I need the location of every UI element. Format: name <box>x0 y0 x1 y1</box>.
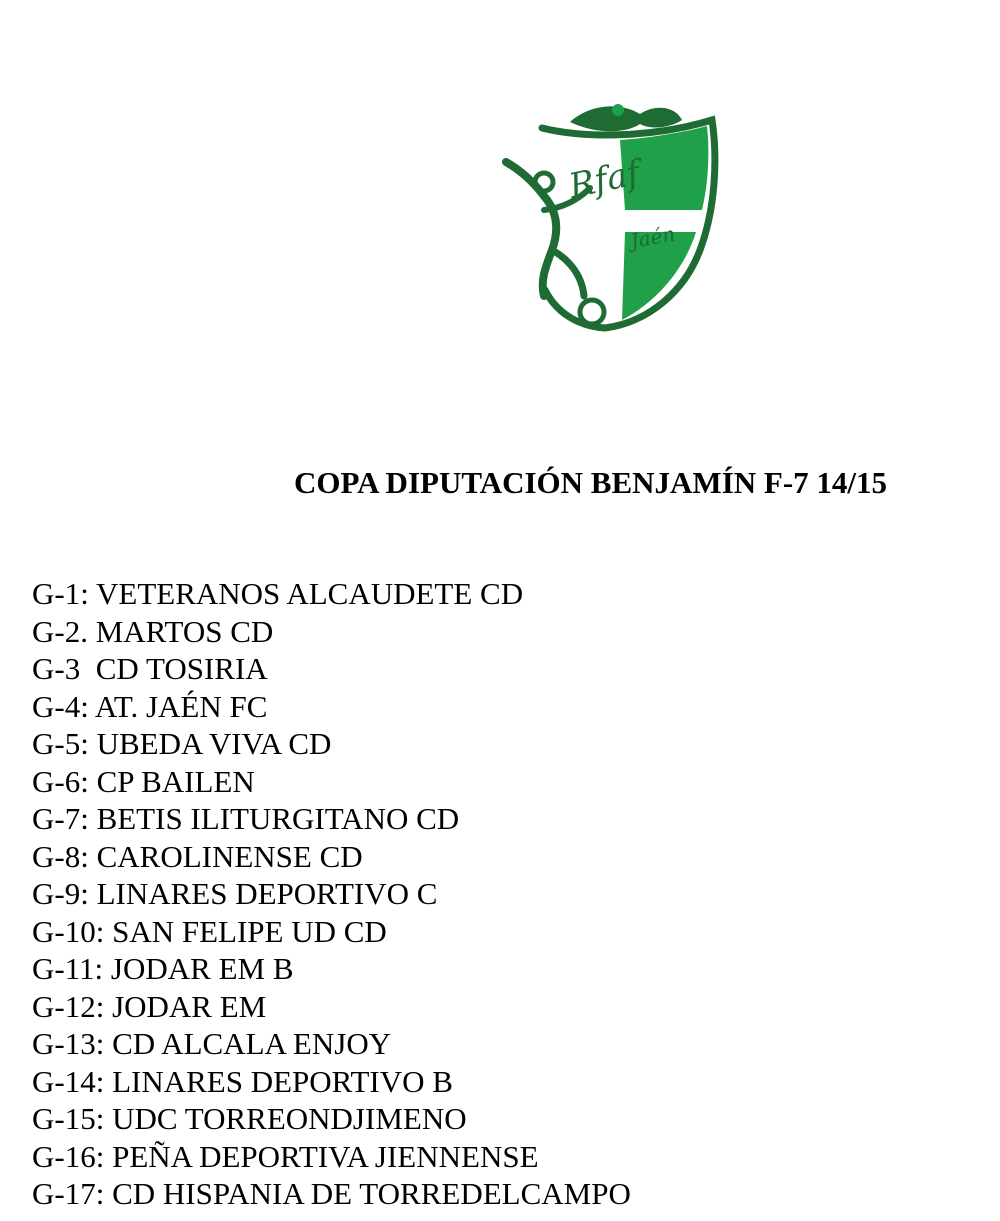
group-item-7: G-7: BETIS ILITURGITANO CD <box>32 801 460 836</box>
logo-text-main: Rfaf <box>565 152 644 207</box>
page-title: COPA DIPUTACIÓN BENJAMÍN F-7 14/15 <box>294 465 888 500</box>
group-item-9: G-9: LINARES DEPORTIVO C <box>32 876 438 911</box>
group-list <box>32 575 631 1213</box>
group-item-11: G-11: JODAR EM B <box>32 951 294 986</box>
group-item-3: G-3 CD TOSIRIA <box>32 651 268 686</box>
group-item-8: G-8: CAROLINENSE CD <box>32 838 363 874</box>
group-item-6: G-6: CP BAILEN <box>32 763 255 799</box>
rfaf-jaen-logo <box>500 100 725 335</box>
group-item-10: G-10: SAN FELIPE UD CD <box>32 913 387 949</box>
group-item-14: G-14: LINARES DEPORTIVO B <box>32 1063 453 1099</box>
group-item-5: G-5: UBEDA VIVA CD <box>32 726 332 761</box>
group-item-13: G-13: CD ALCALA ENJOY <box>32 1026 392 1061</box>
group-item-2: G-2. MARTOS CD <box>32 613 274 649</box>
group-item-17: G-17: CD HISPANIA DE TORREDELCAMPO <box>32 1176 631 1211</box>
logo-text-sub: Jaén <box>628 221 677 253</box>
rfaf-shield-icon <box>500 100 725 335</box>
group-item-16: G-16: PEÑA DEPORTIVA JIENNENSE <box>32 1138 539 1174</box>
group-item-12: G-12: JODAR EM <box>32 988 267 1024</box>
group-item-1: G-1: VETERANOS ALCAUDETE CD <box>32 576 524 611</box>
group-item-15: G-15: UDC TORREONDJIMENO <box>32 1101 467 1136</box>
group-item-4: G-4: AT. JAÉN FC <box>32 688 268 724</box>
